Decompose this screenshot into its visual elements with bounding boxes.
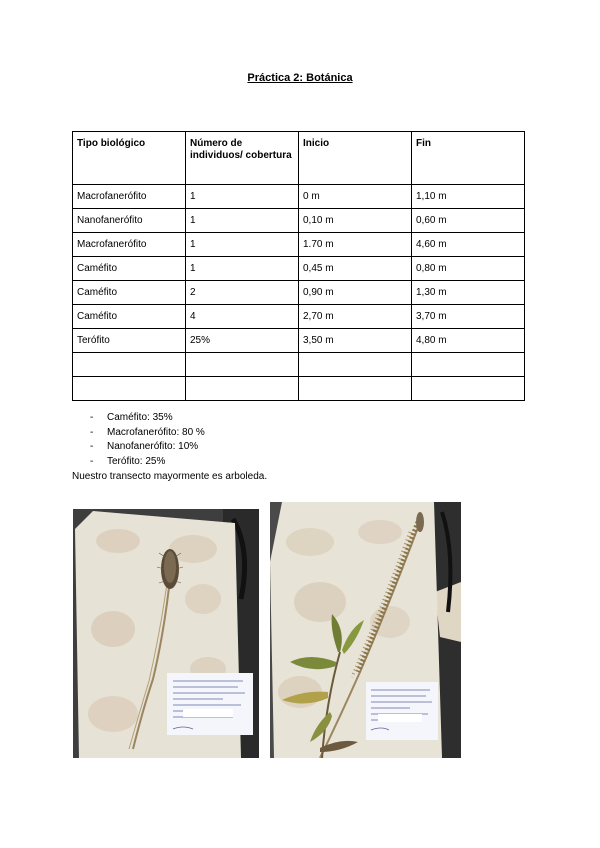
herbarium-photo-1-image (73, 509, 259, 758)
list-dash: - (90, 455, 94, 467)
list-item-text: Terófito: 25% (107, 455, 166, 467)
table-row (73, 233, 525, 257)
cell-fin: 1,30 m (412, 281, 525, 305)
cell-numero: 2 (186, 281, 299, 305)
list-item-text: Caméfito: 35% (107, 412, 173, 423)
cell-fin: 4,60 m (412, 233, 525, 257)
list-item (90, 440, 205, 455)
cell-tipo: Terófito (73, 329, 186, 353)
table-row (73, 185, 525, 209)
cell-fin: 0,60 m (412, 209, 525, 233)
table-row (73, 281, 525, 305)
cell-numero: 4 (186, 305, 299, 329)
cell-inicio: 3,50 m (299, 329, 412, 353)
cell-tipo: Macrofanerófito (73, 185, 186, 209)
cell-inicio: 0,90 m (299, 281, 412, 305)
cell-numero: 1 (186, 209, 299, 233)
cell-tipo: Caméfito (73, 281, 186, 305)
table-row (73, 257, 525, 281)
table-row (73, 305, 525, 329)
cell-inicio: 0 m (299, 185, 412, 209)
cell-fin: 1,10 m (412, 185, 525, 209)
coverage-summary-list (90, 411, 205, 469)
vegetation-table (72, 131, 525, 401)
cell-inicio: 1.70 m (299, 233, 412, 257)
cell-numero: 25% (186, 329, 299, 353)
herbarium-photo-1 (73, 509, 259, 758)
cell-fin (412, 377, 525, 401)
page-title: Práctica 2: Botánica (247, 72, 353, 84)
table-row (73, 329, 525, 353)
list-dash: - (90, 412, 94, 423)
header-tipo-biologico: Tipo biológico (73, 132, 186, 185)
cell-numero (186, 353, 299, 377)
list-item-text: Nanofanerófito: 10% (107, 441, 199, 452)
list-item (90, 411, 205, 426)
list-item (90, 426, 205, 441)
cell-inicio: 2,70 m (299, 305, 412, 329)
cell-tipo: Caméfito (73, 257, 186, 281)
cell-inicio: 0,45 m (299, 257, 412, 281)
header-inicio: Inicio (299, 132, 412, 185)
cell-tipo: Caméfito (73, 305, 186, 329)
herbarium-photo-2-image (270, 502, 461, 758)
cell-numero (186, 377, 299, 401)
cell-numero: 1 (186, 233, 299, 257)
cell-numero: 1 (186, 185, 299, 209)
cell-inicio: 0,10 m (299, 209, 412, 233)
table-row (73, 209, 525, 233)
table-row-empty (73, 353, 525, 377)
transect-note: Nuestro transecto mayormente es arboleda. (72, 471, 268, 482)
list-dash: - (90, 426, 94, 438)
cell-tipo: Nanofanerófito (73, 209, 186, 233)
cell-numero: 1 (186, 257, 299, 281)
cell-fin (412, 353, 525, 377)
cell-inicio (299, 353, 412, 377)
cell-inicio (299, 377, 412, 401)
list-dash: - (90, 441, 94, 452)
header-fin: Fin (412, 132, 525, 185)
cell-tipo (73, 377, 186, 401)
cell-tipo: Macrofanerófito (73, 233, 186, 257)
cell-fin: 0,80 m (412, 257, 525, 281)
cell-tipo (73, 353, 186, 377)
herbarium-photo-2 (270, 502, 461, 758)
header-numero-individuos: Número de individuos/ cobertura (186, 132, 299, 185)
cell-fin: 4,80 m (412, 329, 525, 353)
table-header-row (73, 132, 525, 185)
cell-fin: 3,70 m (412, 305, 525, 329)
table-row-empty (73, 377, 525, 401)
list-item (90, 455, 205, 470)
list-item-text: Macrofanerófito: 80 % (107, 426, 205, 438)
